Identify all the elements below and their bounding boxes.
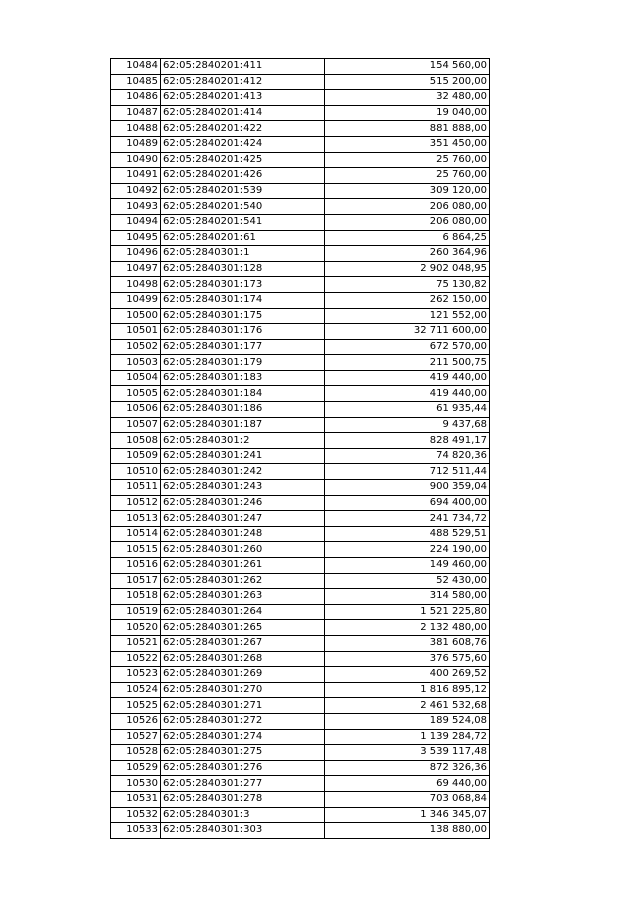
table-row bbox=[111, 74, 490, 90]
cadastral-number-cell: 62:05:2840301:3 bbox=[161, 807, 325, 823]
table-row bbox=[111, 246, 490, 262]
cadastral-value-cell: 400 269,52 bbox=[325, 667, 490, 683]
cadastral-number-cell: 62:05:2840301:128 bbox=[161, 261, 325, 277]
cadastral-value-cell: 381 608,76 bbox=[325, 635, 490, 651]
table-row bbox=[111, 542, 490, 558]
table-body bbox=[111, 59, 490, 839]
cadastral-number-cell: 62:05:2840301:261 bbox=[161, 558, 325, 574]
row-number-cell: 10530 bbox=[111, 776, 161, 792]
cadastral-number-cell: 62:05:2840301:303 bbox=[161, 823, 325, 839]
cadastral-number-cell: 62:05:2840301:268 bbox=[161, 651, 325, 667]
cadastral-value-table bbox=[110, 58, 490, 839]
cadastral-value-cell: 189 524,08 bbox=[325, 713, 490, 729]
cadastral-number-cell: 62:05:2840301:260 bbox=[161, 542, 325, 558]
table-row bbox=[111, 90, 490, 106]
row-number-cell: 10517 bbox=[111, 573, 161, 589]
cadastral-value-cell: 138 880,00 bbox=[325, 823, 490, 839]
row-number-cell: 10502 bbox=[111, 339, 161, 355]
row-number-cell: 10519 bbox=[111, 604, 161, 620]
table-row bbox=[111, 324, 490, 340]
cadastral-number-cell: 62:05:2840301:184 bbox=[161, 386, 325, 402]
cadastral-value-cell: 712 511,44 bbox=[325, 464, 490, 480]
table-row bbox=[111, 713, 490, 729]
cadastral-number-cell: 62:05:2840301:246 bbox=[161, 495, 325, 511]
cadastral-number-cell: 62:05:2840301:247 bbox=[161, 511, 325, 527]
cadastral-value-cell: 900 359,04 bbox=[325, 480, 490, 496]
cadastral-value-cell: 25 760,00 bbox=[325, 168, 490, 184]
table-row bbox=[111, 121, 490, 137]
row-number-cell: 10498 bbox=[111, 277, 161, 293]
row-number-cell: 10496 bbox=[111, 246, 161, 262]
cadastral-number-cell: 62:05:2840301:275 bbox=[161, 745, 325, 761]
row-number-cell: 10522 bbox=[111, 651, 161, 667]
cadastral-number-cell: 62:05:2840301:183 bbox=[161, 370, 325, 386]
row-number-cell: 10494 bbox=[111, 214, 161, 230]
cadastral-number-cell: 62:05:2840201:422 bbox=[161, 121, 325, 137]
cadastral-value-cell: 828 491,17 bbox=[325, 433, 490, 449]
cadastral-value-cell: 3 539 117,48 bbox=[325, 745, 490, 761]
cadastral-number-cell: 62:05:2840201:540 bbox=[161, 199, 325, 215]
cadastral-value-cell: 9 437,68 bbox=[325, 417, 490, 433]
table-row bbox=[111, 745, 490, 761]
row-number-cell: 10503 bbox=[111, 355, 161, 371]
row-number-cell: 10499 bbox=[111, 292, 161, 308]
row-number-cell: 10485 bbox=[111, 74, 161, 90]
cadastral-number-cell: 62:05:2840201:425 bbox=[161, 152, 325, 168]
table-row bbox=[111, 277, 490, 293]
cadastral-value-cell: 419 440,00 bbox=[325, 370, 490, 386]
cadastral-number-cell: 62:05:2840301:276 bbox=[161, 760, 325, 776]
cadastral-number-cell: 62:05:2840201:61 bbox=[161, 230, 325, 246]
table-row bbox=[111, 698, 490, 714]
row-number-cell: 10526 bbox=[111, 713, 161, 729]
cadastral-value-cell: 703 068,84 bbox=[325, 791, 490, 807]
table-row bbox=[111, 417, 490, 433]
cadastral-number-cell: 62:05:2840301:173 bbox=[161, 277, 325, 293]
cadastral-number-cell: 62:05:2840201:411 bbox=[161, 59, 325, 75]
row-number-cell: 10506 bbox=[111, 402, 161, 418]
table-row bbox=[111, 464, 490, 480]
row-number-cell: 10523 bbox=[111, 667, 161, 683]
table-row bbox=[111, 402, 490, 418]
cadastral-value-cell: 1 139 284,72 bbox=[325, 729, 490, 745]
cadastral-value-cell: 2 132 480,00 bbox=[325, 620, 490, 636]
cadastral-number-cell: 62:05:2840301:272 bbox=[161, 713, 325, 729]
cadastral-value-cell: 241 734,72 bbox=[325, 511, 490, 527]
cadastral-value-cell: 309 120,00 bbox=[325, 183, 490, 199]
cadastral-number-cell: 62:05:2840201:424 bbox=[161, 136, 325, 152]
row-number-cell: 10507 bbox=[111, 417, 161, 433]
cadastral-number-cell: 62:05:2840301:176 bbox=[161, 324, 325, 340]
table-row bbox=[111, 355, 490, 371]
row-number-cell: 10495 bbox=[111, 230, 161, 246]
table-row bbox=[111, 370, 490, 386]
table-row bbox=[111, 651, 490, 667]
cadastral-value-cell: 69 440,00 bbox=[325, 776, 490, 792]
row-number-cell: 10533 bbox=[111, 823, 161, 839]
cadastral-value-cell: 2 902 048,95 bbox=[325, 261, 490, 277]
row-number-cell: 10484 bbox=[111, 59, 161, 75]
row-number-cell: 10527 bbox=[111, 729, 161, 745]
cadastral-value-cell: 206 080,00 bbox=[325, 199, 490, 215]
row-number-cell: 10514 bbox=[111, 526, 161, 542]
row-number-cell: 10518 bbox=[111, 589, 161, 605]
row-number-cell: 10525 bbox=[111, 698, 161, 714]
cadastral-value-cell: 75 130,82 bbox=[325, 277, 490, 293]
row-number-cell: 10493 bbox=[111, 199, 161, 215]
cadastral-value-cell: 121 552,00 bbox=[325, 308, 490, 324]
cadastral-value-cell: 694 400,00 bbox=[325, 495, 490, 511]
cadastral-value-cell: 872 326,36 bbox=[325, 760, 490, 776]
cadastral-number-cell: 62:05:2840301:242 bbox=[161, 464, 325, 480]
cadastral-value-cell: 314 580,00 bbox=[325, 589, 490, 605]
cadastral-value-cell: 488 529,51 bbox=[325, 526, 490, 542]
row-number-cell: 10500 bbox=[111, 308, 161, 324]
cadastral-number-cell: 62:05:2840301:243 bbox=[161, 480, 325, 496]
table-row bbox=[111, 589, 490, 605]
table-row bbox=[111, 791, 490, 807]
cadastral-value-cell: 74 820,36 bbox=[325, 448, 490, 464]
table-row bbox=[111, 558, 490, 574]
cadastral-value-cell: 52 430,00 bbox=[325, 573, 490, 589]
table-row bbox=[111, 635, 490, 651]
cadastral-number-cell: 62:05:2840201:412 bbox=[161, 74, 325, 90]
cadastral-number-cell: 62:05:2840301:186 bbox=[161, 402, 325, 418]
cadastral-value-cell: 25 760,00 bbox=[325, 152, 490, 168]
cadastral-number-cell: 62:05:2840301:264 bbox=[161, 604, 325, 620]
table-row bbox=[111, 682, 490, 698]
table-row bbox=[111, 199, 490, 215]
table-row bbox=[111, 760, 490, 776]
cadastral-number-cell: 62:05:2840301:241 bbox=[161, 448, 325, 464]
cadastral-number-cell: 62:05:2840301:1 bbox=[161, 246, 325, 262]
table-row bbox=[111, 807, 490, 823]
row-number-cell: 10486 bbox=[111, 90, 161, 106]
cadastral-number-cell: 62:05:2840301:269 bbox=[161, 667, 325, 683]
cadastral-number-cell: 62:05:2840201:426 bbox=[161, 168, 325, 184]
cadastral-number-cell: 62:05:2840301:262 bbox=[161, 573, 325, 589]
cadastral-number-cell: 62:05:2840301:174 bbox=[161, 292, 325, 308]
cadastral-value-cell: 1 816 895,12 bbox=[325, 682, 490, 698]
cadastral-value-cell: 260 364,96 bbox=[325, 246, 490, 262]
cadastral-number-cell: 62:05:2840301:175 bbox=[161, 308, 325, 324]
cadastral-number-cell: 62:05:2840301:277 bbox=[161, 776, 325, 792]
table-row bbox=[111, 729, 490, 745]
cadastral-value-cell: 515 200,00 bbox=[325, 74, 490, 90]
table-row bbox=[111, 230, 490, 246]
cadastral-value-cell: 149 460,00 bbox=[325, 558, 490, 574]
row-number-cell: 10505 bbox=[111, 386, 161, 402]
row-number-cell: 10489 bbox=[111, 136, 161, 152]
cadastral-value-cell: 1 521 225,80 bbox=[325, 604, 490, 620]
table-row bbox=[111, 105, 490, 121]
table-row bbox=[111, 308, 490, 324]
table-row bbox=[111, 433, 490, 449]
table-row bbox=[111, 573, 490, 589]
table-row bbox=[111, 776, 490, 792]
row-number-cell: 10513 bbox=[111, 511, 161, 527]
row-number-cell: 10515 bbox=[111, 542, 161, 558]
cadastral-number-cell: 62:05:2840301:263 bbox=[161, 589, 325, 605]
row-number-cell: 10491 bbox=[111, 168, 161, 184]
table-row bbox=[111, 480, 490, 496]
row-number-cell: 10501 bbox=[111, 324, 161, 340]
row-number-cell: 10511 bbox=[111, 480, 161, 496]
table-row bbox=[111, 495, 490, 511]
table-row bbox=[111, 183, 490, 199]
table-row bbox=[111, 604, 490, 620]
cadastral-value-cell: 376 575,60 bbox=[325, 651, 490, 667]
row-number-cell: 10487 bbox=[111, 105, 161, 121]
cadastral-value-cell: 1 346 345,07 bbox=[325, 807, 490, 823]
row-number-cell: 10509 bbox=[111, 448, 161, 464]
row-number-cell: 10488 bbox=[111, 121, 161, 137]
row-number-cell: 10504 bbox=[111, 370, 161, 386]
row-number-cell: 10512 bbox=[111, 495, 161, 511]
cadastral-number-cell: 62:05:2840301:270 bbox=[161, 682, 325, 698]
cadastral-number-cell: 62:05:2840301:187 bbox=[161, 417, 325, 433]
table-row bbox=[111, 59, 490, 75]
cadastral-number-cell: 62:05:2840301:267 bbox=[161, 635, 325, 651]
cadastral-number-cell: 62:05:2840301:271 bbox=[161, 698, 325, 714]
row-number-cell: 10521 bbox=[111, 635, 161, 651]
table-row bbox=[111, 667, 490, 683]
row-number-cell: 10524 bbox=[111, 682, 161, 698]
cadastral-value-cell: 351 450,00 bbox=[325, 136, 490, 152]
cadastral-number-cell: 62:05:2840301:177 bbox=[161, 339, 325, 355]
row-number-cell: 10531 bbox=[111, 791, 161, 807]
row-number-cell: 10510 bbox=[111, 464, 161, 480]
cadastral-number-cell: 62:05:2840301:265 bbox=[161, 620, 325, 636]
table-row bbox=[111, 292, 490, 308]
cadastral-value-cell: 32 480,00 bbox=[325, 90, 490, 106]
table-row bbox=[111, 526, 490, 542]
cadastral-number-cell: 62:05:2840201:414 bbox=[161, 105, 325, 121]
row-number-cell: 10532 bbox=[111, 807, 161, 823]
row-number-cell: 10492 bbox=[111, 183, 161, 199]
cadastral-number-cell: 62:05:2840201:413 bbox=[161, 90, 325, 106]
cadastral-number-cell: 62:05:2840301:248 bbox=[161, 526, 325, 542]
cadastral-number-cell: 62:05:2840301:2 bbox=[161, 433, 325, 449]
cadastral-number-cell: 62:05:2840201:541 bbox=[161, 214, 325, 230]
table-row bbox=[111, 823, 490, 839]
row-number-cell: 10520 bbox=[111, 620, 161, 636]
table-row bbox=[111, 511, 490, 527]
table-row bbox=[111, 136, 490, 152]
cadastral-value-cell: 224 190,00 bbox=[325, 542, 490, 558]
cadastral-value-cell: 419 440,00 bbox=[325, 386, 490, 402]
table-row bbox=[111, 339, 490, 355]
cadastral-value-cell: 262 150,00 bbox=[325, 292, 490, 308]
cadastral-value-cell: 672 570,00 bbox=[325, 339, 490, 355]
table-row bbox=[111, 448, 490, 464]
cadastral-value-cell: 154 560,00 bbox=[325, 59, 490, 75]
cadastral-value-cell: 206 080,00 bbox=[325, 214, 490, 230]
cadastral-value-cell: 211 500,75 bbox=[325, 355, 490, 371]
cadastral-number-cell: 62:05:2840201:539 bbox=[161, 183, 325, 199]
cadastral-value-cell: 2 461 532,68 bbox=[325, 698, 490, 714]
cadastral-value-cell: 32 711 600,00 bbox=[325, 324, 490, 340]
cadastral-number-cell: 62:05:2840301:179 bbox=[161, 355, 325, 371]
table-row bbox=[111, 168, 490, 184]
table-row bbox=[111, 152, 490, 168]
row-number-cell: 10497 bbox=[111, 261, 161, 277]
table-row bbox=[111, 214, 490, 230]
row-number-cell: 10516 bbox=[111, 558, 161, 574]
row-number-cell: 10508 bbox=[111, 433, 161, 449]
cadastral-number-cell: 62:05:2840301:274 bbox=[161, 729, 325, 745]
table-row bbox=[111, 620, 490, 636]
row-number-cell: 10529 bbox=[111, 760, 161, 776]
table-row bbox=[111, 261, 490, 277]
cadastral-number-cell: 62:05:2840301:278 bbox=[161, 791, 325, 807]
row-number-cell: 10528 bbox=[111, 745, 161, 761]
row-number-cell: 10490 bbox=[111, 152, 161, 168]
cadastral-value-cell: 19 040,00 bbox=[325, 105, 490, 121]
cadastral-value-cell: 6 864,25 bbox=[325, 230, 490, 246]
cadastral-value-cell: 61 935,44 bbox=[325, 402, 490, 418]
cadastral-value-cell: 881 888,00 bbox=[325, 121, 490, 137]
table-row bbox=[111, 386, 490, 402]
